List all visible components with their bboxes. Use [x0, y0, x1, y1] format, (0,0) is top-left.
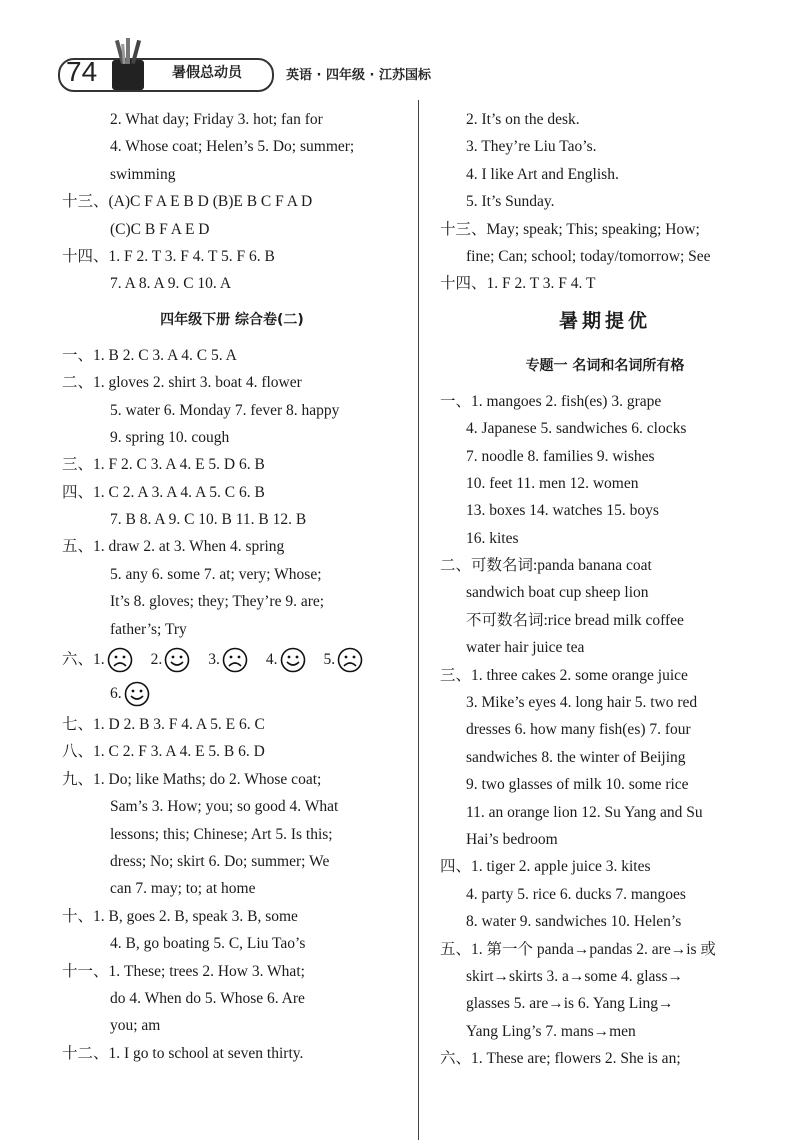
question-number: 六、 — [62, 651, 94, 669]
answer-line: 一、1. B 2. C 3. A 4. C 5. A — [62, 346, 237, 364]
faces-row — [62, 643, 402, 677]
happy-face-icon — [164, 647, 190, 673]
answer-line: 2. What day; Friday 3. hot; fan for — [110, 111, 323, 128]
answer-line: dress; No; skirt 6. Do; summer; We — [110, 852, 330, 870]
answer-line: glasses 5. are→is 6. Yang Ling→ — [466, 995, 674, 1013]
column-divider — [418, 100, 419, 1140]
answer-line: dresses 6. how many fish(es) 7. four — [466, 721, 691, 739]
section-title: 四年级下册 综合卷(二) — [160, 311, 304, 328]
answer-line: 8. water 9. sandwiches 10. Helen’s — [466, 913, 682, 931]
face-label: 3. — [208, 651, 220, 669]
answer-line: sandwich boat cup sheep lion — [466, 584, 649, 602]
book-subtitle: 英语 · 四年级 · 江苏国标 — [286, 68, 431, 83]
answer-line: 十四、1. F 2. T 3. F 4. T 5. F 6. B — [62, 247, 275, 265]
happy-face-icon — [280, 647, 306, 673]
answer-line: you; am — [110, 1017, 161, 1035]
answer-line: fine; Can; school; today/tomorrow; See — [466, 247, 711, 265]
answer-line: 2. It’s on the desk. — [466, 111, 580, 128]
right-column — [440, 106, 770, 1073]
answer-line: 十、1. B, goes 2. B, speak 3. B, some — [62, 907, 298, 925]
answer-line: 二、可数名词:panda banana coat — [440, 557, 652, 575]
answer-line: 10. feet 11. men 12. women — [466, 474, 639, 492]
answer-line: father’s; Try — [110, 620, 187, 638]
face-label: 1. — [93, 651, 105, 669]
answer-line: 七、1. D 2. B 3. F 4. A 5. E 6. C — [62, 716, 265, 734]
face-label: 5. — [323, 651, 336, 669]
section-title-summer: 暑期提优 — [558, 309, 651, 332]
answer-line: 3. They’re Liu Tao’s. — [466, 138, 597, 156]
answer-line: 不可数名词:rice bread milk coffee — [466, 611, 684, 629]
answer-line: 16. kites — [466, 529, 519, 547]
answer-line: 三、1. F 2. C 3. A 4. E 5. D 6. B — [62, 456, 265, 474]
answer-line: It’s 8. gloves; they; They’re 9. are; — [110, 593, 325, 611]
answer-line: 5. any 6. some 7. at; very; Whose; — [110, 565, 322, 583]
answer-line: 3. Mike’s eyes 4. long hair 5. two red — [466, 694, 698, 712]
answer-line: 九、1. Do; like Maths; do 2. Whose coat; — [62, 770, 322, 788]
answer-line: 7. noodle 8. families 9. wishes — [466, 447, 655, 465]
answer-line: 十一、1. These; trees 2. How 3. What; — [62, 962, 305, 980]
answer-line: 十三、May; speak; This; speaking; How; — [440, 220, 700, 238]
answer-line: 7. B 8. A 9. C 10. B 11. B 12. B — [110, 511, 307, 529]
sad-face-icon — [222, 647, 248, 673]
answer-line: 7. A 8. A 9. C 10. A — [110, 275, 232, 293]
answer-line: 十二、1. I go to school at seven thirty. — [62, 1044, 304, 1062]
answer-line: Yang Ling’s 7. mans→men — [466, 1022, 636, 1040]
answer-line: 三、1. three cakes 2. some orange juice — [440, 666, 688, 684]
answer-line: 4. Japanese 5. sandwiches 6. clocks — [466, 420, 687, 438]
sad-face-icon — [337, 647, 363, 673]
answer-line: sandwiches 8. the winter of Beijing — [466, 748, 686, 766]
answer-line: 4. I like Art and English. — [466, 165, 619, 183]
happy-face-icon — [124, 681, 150, 707]
answer-line: can 7. may; to; at home — [110, 880, 256, 898]
answer-line: 四、1. tiger 2. apple juice 3. kites — [440, 858, 651, 876]
answer-line: 9. two glasses of milk 10. some rice — [466, 776, 689, 794]
face-label: 4. — [265, 651, 278, 669]
answer-line: 八、1. C 2. F 3. A 4. E 5. B 6. D — [62, 743, 265, 761]
answer-line: do 4. When do 5. Whose 6. Are — [110, 989, 305, 1007]
answer-line: 5. water 6. Monday 7. fever 8. happy — [110, 401, 340, 419]
pen-holder-icon — [104, 36, 152, 92]
answer-line: 十三、(A)C F A E B D (B)E B C F A D — [62, 193, 313, 211]
answer-line: skirt→skirts 3. a→some 4. glass→ — [466, 967, 683, 985]
answer-line: 9. spring 10. cough — [110, 428, 230, 446]
answer-line: 11. an orange lion 12. Su Yang and Su — [466, 803, 703, 821]
topic-title: 专题一 名词和名词所有格 — [525, 357, 685, 374]
answer-line: 一、1. mangoes 2. fish(es) 3. grape — [440, 392, 662, 410]
answer-line: Hai’s bedroom — [466, 830, 558, 848]
answer-line: swimming — [110, 165, 176, 183]
answer-line: 六、1. These are; flowers 2. She is an; — [440, 1050, 681, 1068]
answer-line: (C)C B F A E D — [110, 220, 210, 238]
answer-line: 十四、1. F 2. T 3. F 4. T — [440, 275, 596, 293]
answer-line: water hair juice tea — [466, 639, 585, 657]
answer-line: 4. party 5. rice 6. ducks 7. mangoes — [466, 885, 686, 903]
left-column — [62, 106, 402, 1067]
face-label: 2. — [150, 651, 163, 669]
answer-line: 二、1. gloves 2. shirt 3. boat 4. flower — [62, 374, 302, 392]
answer-line: Sam’s 3. How; you; so good 4. What — [110, 798, 339, 816]
answer-line: 五、1. 第一个 panda→pandas 2. are→is 或 — [440, 940, 716, 958]
answer-line: 四、1. C 2. A 3. A 4. A 5. C 6. B — [62, 483, 265, 501]
faces-row-continued — [62, 677, 402, 711]
answer-line: lessons; this; Chinese; Art 5. Is this; — [110, 825, 333, 843]
answer-line: 5. It’s Sunday. — [466, 193, 555, 211]
book-title: 暑假总动员 — [172, 65, 242, 81]
answer-line: 五、1. draw 2. at 3. When 4. spring — [62, 538, 285, 556]
answer-line: 4. B, go boating 5. C, Liu Tao’s — [110, 935, 306, 953]
sad-face-icon — [107, 647, 133, 673]
page-number: 74 — [66, 56, 98, 87]
answer-line: 13. boxes 14. watches 15. boys — [466, 502, 659, 520]
face-label: 6. — [110, 685, 122, 703]
answer-line: 4. Whose coat; Helen’s 5. Do; summer; — [110, 138, 355, 156]
page-header — [0, 0, 800, 100]
